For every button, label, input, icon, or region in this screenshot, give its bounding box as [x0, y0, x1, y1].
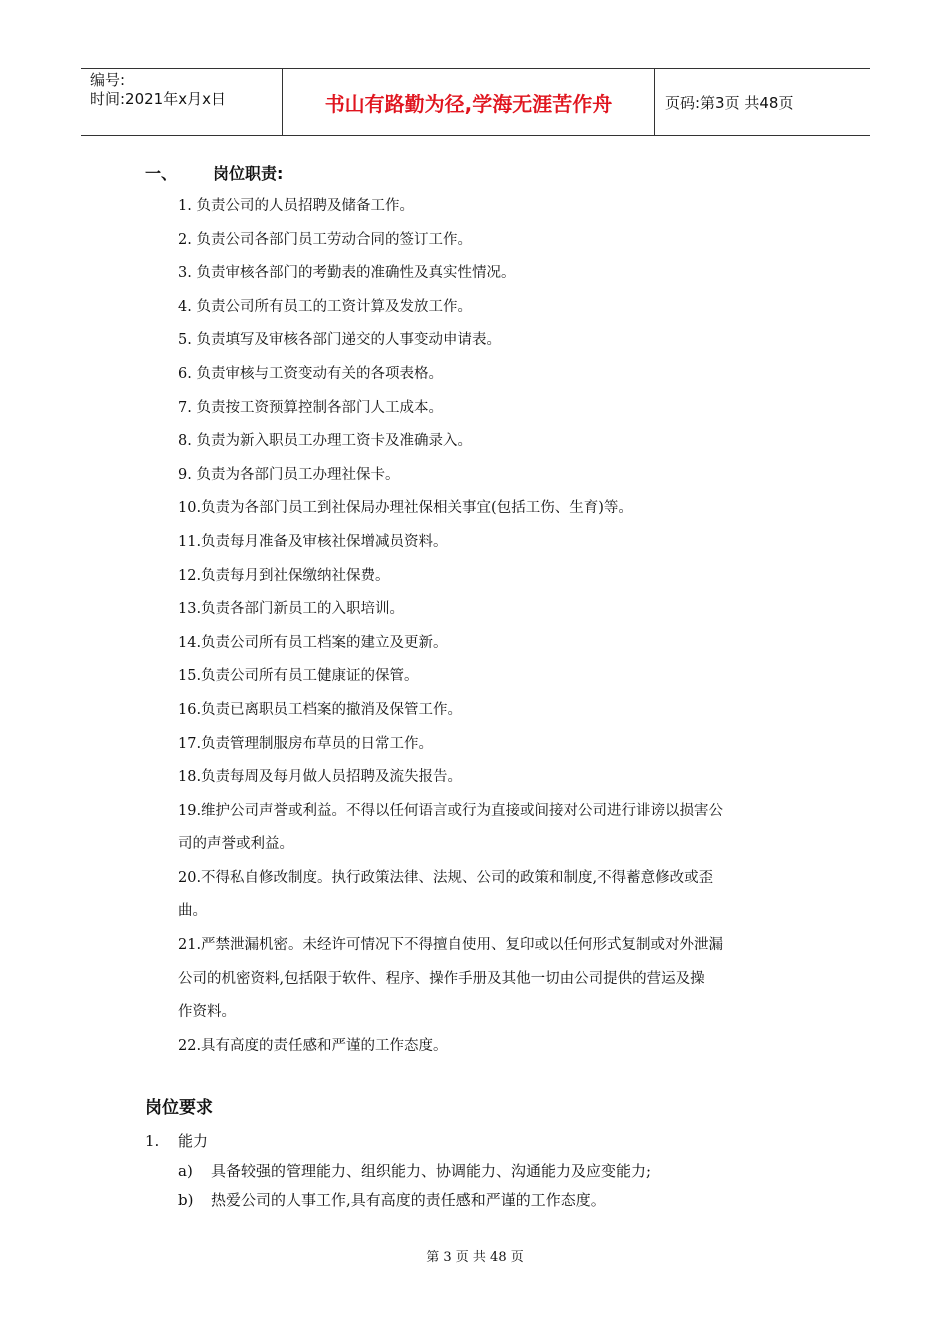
list-item: 2. 负责公司各部门员工劳动合同的签订工作。	[178, 231, 472, 248]
sub-item	[178, 1157, 651, 1186]
header-motto-cell	[282, 69, 655, 135]
list-item: 10.负责为各部门员工到社保局办理社保相关事宜(包括工伤、生育)等。	[178, 500, 633, 517]
header-page-label: 页码:第3页 共48页	[665, 93, 794, 112]
list-item: 9. 负责为各部门员工办理社保卡。	[178, 466, 400, 483]
section-title-text: 岗位职责:	[213, 164, 284, 183]
page-footer	[0, 1246, 950, 1265]
section-number: 一、	[145, 164, 178, 183]
list-item: 16.负责已离职员工档案的撤消及保管工作。	[178, 701, 463, 718]
list-item: 作资料。	[178, 1004, 236, 1021]
requirement-item	[145, 1130, 208, 1151]
list-item: 18.负责每周及每月做人员招聘及流失报告。	[178, 769, 463, 786]
list-item: 司的声誉或利益。	[178, 836, 294, 853]
list-item: 17.负责管理制服房布草员的日常工作。	[178, 735, 434, 752]
list-item: 20.不得私自修改制度。执行政策法律、法规、公司的政策和制度,不得蓄意修改或歪	[178, 869, 714, 886]
list-item: 22.具有高度的责任感和严谨的工作态度。	[178, 1037, 448, 1054]
header-page-cell	[655, 69, 870, 135]
list-item: 曲。	[178, 903, 207, 920]
requirement-sub-list	[178, 1157, 651, 1215]
list-item: 11.负责每月准备及审核社保增减员资料。	[178, 533, 448, 550]
list-item: 公司的机密资料,包括限于软件、程序、操作手册及其他一切由公司提供的营运及操	[178, 970, 705, 987]
list-item: 3. 负责审核各部门的考勤表的准确性及真实性情况。	[178, 265, 516, 282]
sub-item-label: b)	[178, 1191, 194, 1209]
list-item: 13.负责各部门新员工的入职培训。	[178, 601, 405, 618]
list-item: 15.负责公司所有员工健康证的保管。	[178, 668, 419, 685]
code-label: 编号:	[90, 71, 126, 89]
sub-item-label: a)	[178, 1162, 193, 1180]
list-item: 14.负责公司所有员工档案的建立及更新。	[178, 634, 448, 651]
list-item: 19.维护公司声誉或利益。不得以任何语言或行为直接或间接对公司进行诽谤以损害公	[178, 802, 724, 819]
header-left-cell	[81, 69, 282, 135]
date-label: 时间:2021年x月x日	[90, 90, 226, 108]
page-header	[81, 68, 870, 136]
list-item: 4. 负责公司所有员工的工资计算及发放工作。	[178, 298, 472, 315]
list-item: 8. 负责为新入职员工办理工资卡及准确录入。	[178, 433, 472, 450]
footer-page-number: 第 3 页 共 48 页	[426, 1250, 524, 1265]
sub-item-text: 热爱公司的人事工作,具有高度的责任感和严谨的工作态度。	[211, 1191, 606, 1209]
list-item: 5. 负责填写及审核各部门递交的人事变动申请表。	[178, 332, 501, 349]
requirement-label: 能力	[178, 1132, 209, 1150]
list-item: 12.负责每月到社保缴纳社保费。	[178, 567, 390, 584]
list-item: 21.严禁泄漏机密。未经许可情况下不得擅自使用、复印或以任何形式复制或对外泄漏	[178, 937, 724, 954]
section-title-duties	[145, 161, 283, 184]
duties-list	[178, 190, 810, 1063]
list-item: 6. 负责审核与工资变动有关的各项表格。	[178, 365, 443, 382]
sub-item	[178, 1186, 651, 1215]
list-item: 1. 负责公司的人员招聘及储备工作。	[178, 198, 414, 214]
sub-item-text: 具备较强的管理能力、组织能力、协调能力、沟通能力及应变能力;	[211, 1162, 652, 1180]
requirement-number: 1.	[145, 1132, 160, 1150]
motto-text: 书山有路勤为径,学海无涯苦作舟	[324, 91, 613, 116]
list-item: 7. 负责按工资预算控制各部门人工成本。	[178, 399, 443, 416]
requirements-title: 岗位要求	[145, 1098, 213, 1118]
